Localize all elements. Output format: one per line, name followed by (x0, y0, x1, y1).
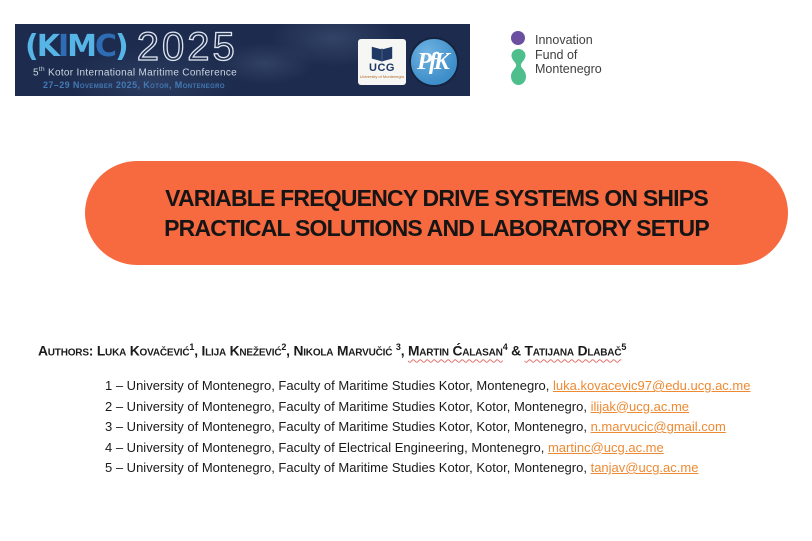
author-separator: , (194, 343, 202, 359)
author-superscript: 3 (395, 342, 401, 352)
conference-year: 2025 (136, 25, 238, 69)
affiliation-list (105, 376, 805, 479)
authors-line (38, 342, 798, 359)
pfk-text: PfK (417, 48, 447, 75)
author-separator: & (507, 343, 525, 359)
kimc-char: I (57, 29, 68, 64)
affiliation-email-link[interactable]: tanjav@ucg.ac.me (590, 460, 699, 475)
innovation-dot-icon (511, 31, 525, 45)
author-name: Nikola Marvučić (293, 343, 396, 359)
title-line-1: VARIABLE FREQUENCY DRIVE SYSTEMS ON SHIPS (165, 185, 708, 211)
affiliation-item (105, 417, 805, 438)
author-name: Martin Ćalasan (407, 343, 503, 359)
author-superscript: 2 (281, 342, 287, 352)
kimc-wordmark (25, 28, 127, 66)
innovation-line-1: Innovation (535, 33, 593, 47)
innovation-line-3: Montenegro (535, 62, 602, 76)
ucg-logo (358, 39, 406, 85)
affiliation-text: 3 – University of Montenegro, Faculty of Maritime Studies Kotor, Kotor, Montenegro, (105, 419, 591, 434)
kimc-char: ) (115, 29, 127, 64)
author-superscript: 5 (621, 342, 627, 352)
kimc-char: M (67, 29, 95, 64)
kimc-logo (25, 27, 238, 67)
title-line-2: PRACTICAL SOLUTIONS AND LABORATORY SETUP (164, 215, 709, 241)
title-box (85, 161, 788, 265)
affiliation-item (105, 397, 805, 418)
authors-prefix: Authors: (38, 343, 97, 359)
affiliation-email-link[interactable]: ilijak@ucg.ac.me (590, 398, 690, 414)
subtitle-ordinal: th (38, 66, 45, 73)
affiliation-text: 1 – University of Montenegro, Faculty of Maritime Studies Kotor, Montenegro, (105, 378, 553, 393)
author-superscript: 4 (502, 342, 508, 352)
innovation-sprout-icon (510, 48, 527, 86)
affiliation-item (105, 458, 805, 479)
conference-banner (15, 24, 470, 96)
ucg-abbr: UCG (369, 62, 395, 74)
affiliation-item (105, 438, 805, 459)
open-book-icon (370, 45, 394, 62)
innovation-line-2: Fund of (535, 47, 578, 62)
affiliation-email-link[interactable]: n.marvucic@gmail.com (590, 419, 726, 434)
affiliation-item (105, 376, 805, 397)
author-name: Luka Kovačević (96, 343, 190, 359)
conference-dates: 27–29 November 2025, Kotor, Montenegro (43, 80, 225, 90)
kimc-char: C (95, 29, 116, 64)
author-separator: , (286, 343, 294, 359)
affiliation-email-link[interactable]: luka.kovacevic97@edu.ucg.ac.me (553, 378, 751, 393)
author-name: Tatijana Dlabač (524, 343, 622, 359)
ucg-caption: University of Montenegro (359, 74, 405, 79)
pfk-logo (409, 37, 459, 87)
innovation-fund-text (535, 33, 602, 77)
affiliation-text: 4 – University of Montenegro, Faculty of Electrical Engineering, Montenegro, (105, 439, 548, 455)
author-superscript: 1 (189, 342, 195, 352)
affiliation-text: 2 – University of Montenegro, Faculty of Maritime Studies Kotor, Kotor, Montenegro, (105, 398, 591, 414)
author-name: Ilija Knežević (201, 343, 282, 359)
subtitle-text: Kotor International Maritime Conference (44, 67, 237, 79)
affiliation-email-link[interactable]: martinc@ucg.ac.me (547, 439, 664, 455)
subtitle-number: 5 (33, 67, 39, 79)
innovation-fund-logo (505, 28, 685, 92)
kimc-char: ( (25, 29, 37, 64)
affiliation-text: 5 – University of Montenegro, Faculty of Maritime Studies Kotor, Kotor, Montenegro, (105, 460, 591, 475)
author-separator: , (400, 343, 408, 359)
conference-subtitle (33, 66, 237, 78)
kimc-char: K (36, 29, 58, 64)
